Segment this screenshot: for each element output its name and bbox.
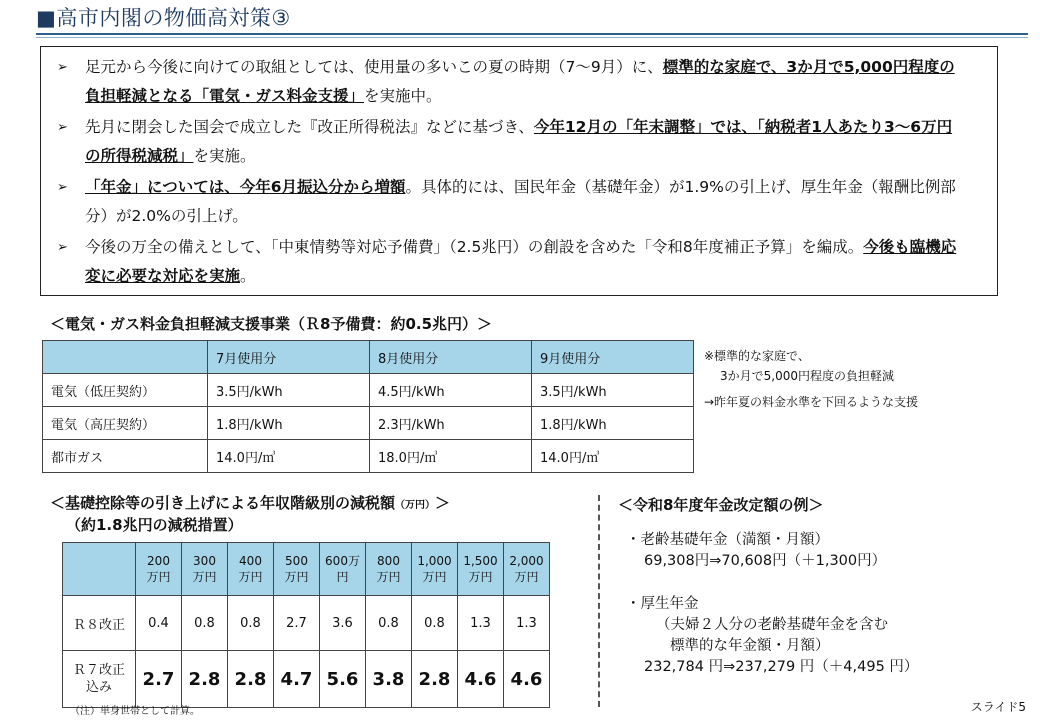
title-rule-thin bbox=[36, 37, 1028, 38]
bullet-1: ➢ 足元から今後に向けての取組としては、使用量の多いこの夏の時期（7～9月）に、標準的な家庭で、3か月で5,000円程度の負担軽減となる「電気・ガス料金支援」を実施中。 bbox=[57, 53, 965, 111]
tax-cut-value: 0.8 bbox=[182, 596, 228, 651]
tax-cut-value: 0.4 bbox=[136, 596, 182, 651]
tax-section-title: ＜基礎控除等の引き上げによる年収階級別の減税額（万円）＞ bbox=[50, 494, 451, 512]
income-bracket-header: 1,000 万円 bbox=[412, 543, 458, 596]
header-july: 7月使用分 bbox=[208, 341, 370, 374]
tax-cut-value: 2.7 bbox=[274, 596, 320, 651]
bullet-2: ➢ 先月に閉会した国会で成立した『改正所得税法』などに基づき、今年12月の「年末調整」では、「納税者1人あたり3～6万円の所得税減税」を実施。 bbox=[57, 113, 965, 171]
energy-note: ※標準的な家庭で、 3か月で5,000円程度の負担軽減 →昨年夏の料金水準を下回るような支援 bbox=[704, 349, 919, 409]
tax-cut-value: 1.3 bbox=[504, 596, 550, 651]
tax-header-row bbox=[63, 543, 550, 596]
tax-footnote: （注）単身世帯として計算。 bbox=[70, 706, 200, 717]
table-row: 都市ガス 14.0円/㎥ 18.0円/㎥ 14.0円/㎥ bbox=[43, 440, 694, 473]
table-row: 電気（低圧契約） 3.5円/kWh 4.5円/kWh 3.5円/kWh bbox=[43, 374, 694, 407]
tax-cut-value: 0.8 bbox=[366, 596, 412, 651]
income-bracket-header: 800 万円 bbox=[366, 543, 412, 596]
income-bracket-header: 1,500 万円 bbox=[458, 543, 504, 596]
income-bracket-header: 300 万円 bbox=[182, 543, 228, 596]
pension-section-title: ＜令和8年度年金改定額の例＞ bbox=[618, 496, 824, 514]
tax-table bbox=[62, 542, 550, 708]
page-title: ■高市内閣の物価高対策③ bbox=[36, 6, 291, 30]
table-header-row bbox=[43, 341, 694, 374]
arrow-bullet-icon: ➢ bbox=[57, 60, 68, 75]
income-bracket-header: 600万 円 bbox=[320, 543, 366, 596]
tax-cut-value: 1.3 bbox=[458, 596, 504, 651]
income-bracket-header: 2,000 万円 bbox=[504, 543, 550, 596]
energy-table bbox=[42, 340, 694, 473]
tax-cut-value: 3.6 bbox=[320, 596, 366, 651]
tax-cut-value: 4.7 bbox=[274, 651, 320, 708]
tax-cut-value: 2.8 bbox=[228, 651, 274, 708]
header-september: 9月使用分 bbox=[532, 341, 694, 374]
table-row: 電気（高圧契約） 1.8円/kWh 2.3円/kWh 1.8円/kWh bbox=[43, 407, 694, 440]
tax-cut-value: 0.8 bbox=[412, 596, 458, 651]
income-bracket-header: 500 万円 bbox=[274, 543, 320, 596]
bullet-4: ➢ 今後の万全の備えとして、「中東情勢等対応予備費」（2.5兆円）の創設を含めた「令和8年度補正予算」を編成。今後も臨機応変に必要な対応を実施。 bbox=[57, 233, 965, 291]
slide-number: スライド5 bbox=[970, 700, 1026, 714]
tax-cut-value: 2.8 bbox=[412, 651, 458, 708]
tax-cut-value: 2.8 bbox=[182, 651, 228, 708]
tax-cut-value: 0.8 bbox=[228, 596, 274, 651]
summary-box bbox=[40, 46, 998, 296]
arrow-bullet-icon: ➢ bbox=[57, 240, 68, 255]
arrow-bullet-icon: ➢ bbox=[57, 180, 68, 195]
tax-cut-value: 4.6 bbox=[458, 651, 504, 708]
bullet-3: ➢ 「年金」については、今年6月振込分から増額。具体的には、国民年金（基礎年金）が1.9%の引上げ、厚生年金（報酬比例部分）が2.0%の引上げ。 bbox=[57, 173, 965, 231]
tax-cut-value: 3.8 bbox=[366, 651, 412, 708]
tax-cut-value: 5.6 bbox=[320, 651, 366, 708]
income-bracket-header: 200 万円 bbox=[136, 543, 182, 596]
header-august: 8月使用分 bbox=[370, 341, 532, 374]
tax-cut-value: 2.7 bbox=[136, 651, 182, 708]
tax-row-r7: Ｒ７改正 込み 2.7 2.8 2.8 4.7 5.6 3.8 2.8 4.6 4.6 bbox=[63, 651, 550, 708]
pension-details: ・老齢基礎年金（満額・月額） 69,308円⇒70,608円（＋1,300円） ・厚生年金 （夫婦２人分の老齢基礎年金を含む 標準的な年金額・月額） 232,784 円⇒237,279 円（＋4,495 円） bbox=[626, 532, 919, 675]
income-bracket-header: 400 万円 bbox=[228, 543, 274, 596]
tax-section-subtitle: （約1.8兆円の減税措置） bbox=[66, 516, 243, 534]
tax-cut-value: 4.6 bbox=[504, 651, 550, 708]
title-rule bbox=[36, 33, 1028, 35]
dashed-divider bbox=[598, 495, 600, 707]
tax-row-r8: Ｒ８改正 0.4 0.8 0.8 2.7 3.6 0.8 0.8 1.3 1.3 bbox=[63, 596, 550, 651]
energy-section-title: ＜電気・ガス料金負担軽減支援事業（Ｒ8予備費：約0.5兆円）＞ bbox=[50, 315, 493, 333]
arrow-bullet-icon: ➢ bbox=[57, 120, 68, 135]
